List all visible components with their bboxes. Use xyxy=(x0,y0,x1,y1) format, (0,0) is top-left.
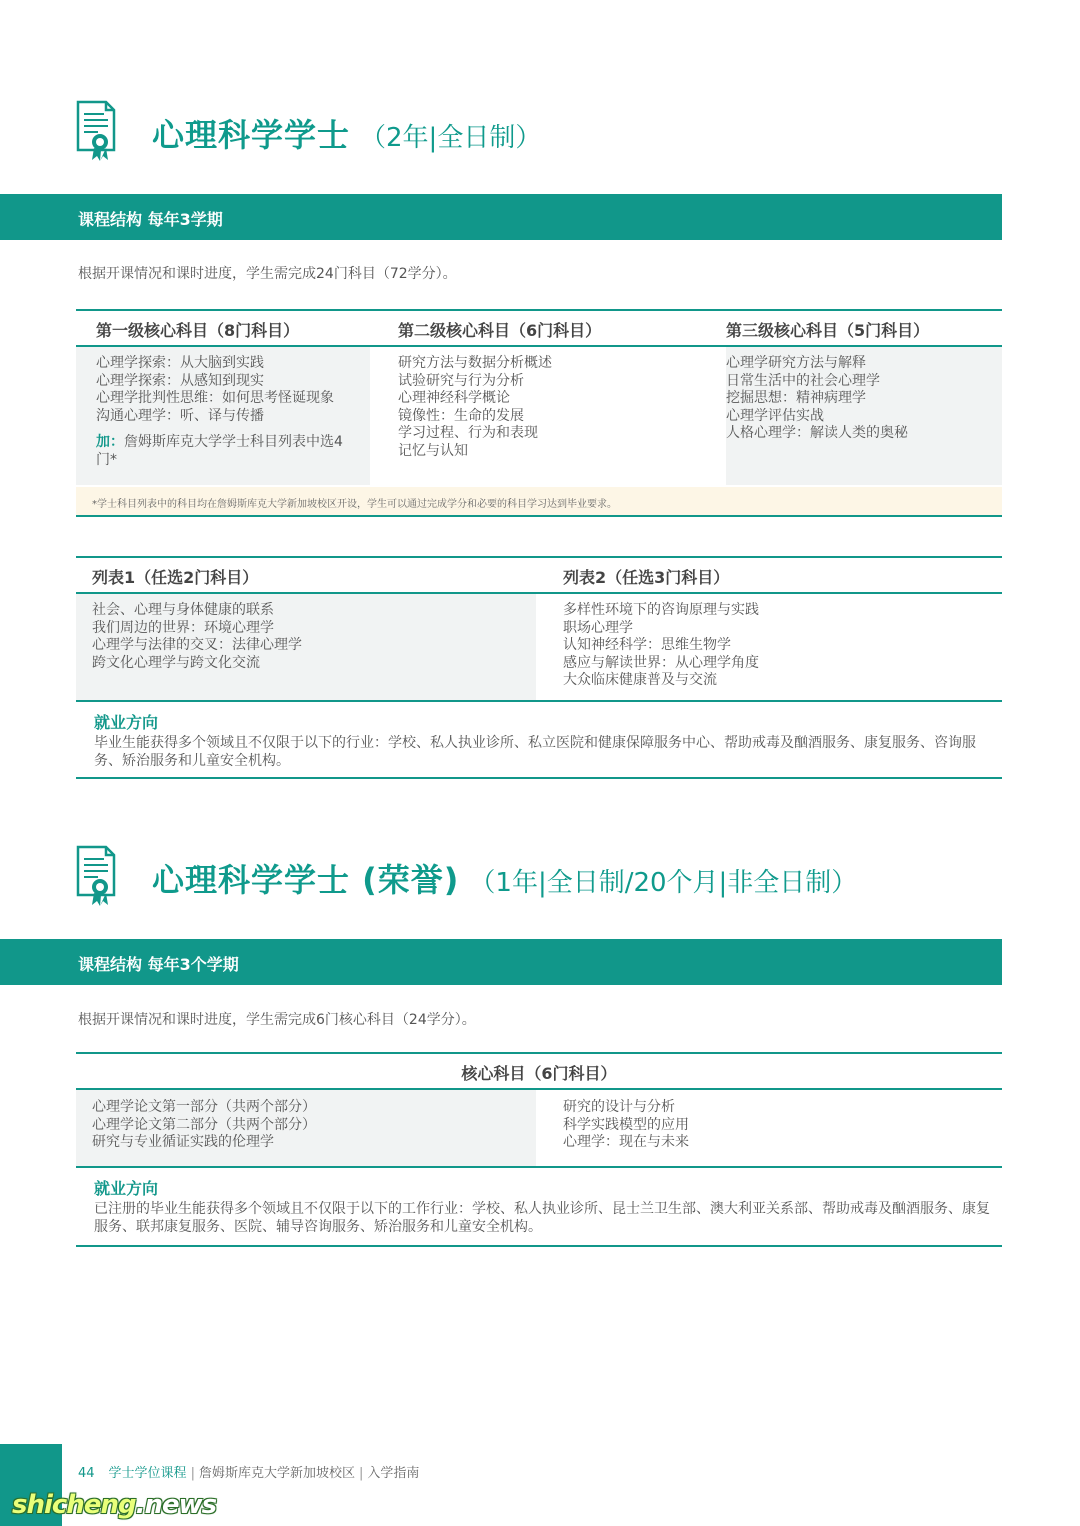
section2-intro: 根据开课情况和课时进度，学生需完成6门核心科目（24学分）。 xyxy=(78,1012,476,1028)
list-item: 我们周边的世界：环境心理学 xyxy=(92,619,274,636)
certificate-icon xyxy=(74,845,118,907)
list-item: 认知神经科学：思维生物学 xyxy=(563,637,731,653)
list-item: 挖掘思想：精神病理学 xyxy=(726,390,866,406)
section1-title-row xyxy=(0,100,1080,170)
table-rule xyxy=(76,1166,1002,1168)
section1-career-text: 毕业生能获得多个领域且不仅限于以下的行业：学校、私人执业诊所、私立医院和健康保障服务中心、帮助戒毒及酗酒服务、康复服务、咨询服务、矫治服务和儿童安全机构。 xyxy=(94,735,976,769)
footer xyxy=(78,1462,419,1481)
table-rule xyxy=(76,309,1002,311)
section2-core-right xyxy=(563,1099,689,1152)
section1-title xyxy=(152,110,541,156)
list-item: 职场心理学 xyxy=(563,619,633,636)
list-item: 大众临床健康普及与交流 xyxy=(563,672,717,688)
table-rule xyxy=(76,777,1002,779)
footer-category: 学士学位课程 xyxy=(108,1466,187,1481)
section2-title-sub: （1年|全日制/20个月|非全日制） xyxy=(469,868,858,898)
list-item: 科学实践模型的应用 xyxy=(563,1116,689,1133)
list-item: 心理学论文第一部分（共两个部分） xyxy=(92,1099,316,1115)
list-item: 心理学论文第二部分（共两个部分） xyxy=(92,1116,316,1133)
list-item: 人格心理学：解读人类的奥秘 xyxy=(726,425,908,441)
plus-label: 加： xyxy=(96,434,124,450)
core-level1-heading: 第一级核心科目（8门科目） xyxy=(96,321,300,340)
section1-lists-table xyxy=(76,556,1002,780)
section1-core-table xyxy=(76,309,1002,517)
footer-separator: | xyxy=(190,1466,195,1481)
table-rule xyxy=(76,515,1002,517)
list-item: 心理神经科学概论 xyxy=(398,390,510,406)
list-item: 日常生活中的社会心理学 xyxy=(726,372,880,389)
section2-career-heading: 就业方向 xyxy=(94,1179,159,1198)
list-item: 心理学：现在与未来 xyxy=(563,1134,689,1150)
section1-career-heading: 就业方向 xyxy=(94,713,159,732)
certificate-icon xyxy=(74,100,118,162)
list-item: 心理学与法律的交叉：法律心理学 xyxy=(92,637,302,653)
watermark-logo xyxy=(12,1490,216,1520)
section1-intro: 根据开课情况和课时进度，学生需完成24门科目（72学分）。 xyxy=(78,266,457,282)
list-item: 多样性环境下的咨询原理与实践 xyxy=(563,602,759,618)
page-number: 44 xyxy=(78,1466,95,1481)
list-item: 心理学探索：从大脑到实践 xyxy=(96,355,264,371)
list-item: 心理学批判性思维：如何思考怪诞现象 xyxy=(96,390,334,406)
list1-items xyxy=(92,602,302,672)
section1-title-sub: （2年|全日制） xyxy=(360,123,542,153)
list1-heading: 列表1（任选2门科目） xyxy=(92,568,259,587)
section2-core-heading: 核心科目（6门科目） xyxy=(461,1064,617,1083)
watermark-part2: .news xyxy=(135,1490,217,1520)
list-item: 研究的设计与分析 xyxy=(563,1099,675,1115)
section2-title-main: 心理科学学士 (荣誉) xyxy=(152,861,460,899)
footer-guide: 入学指南 xyxy=(367,1466,420,1481)
section2-core-table xyxy=(76,1052,1002,1250)
list-item: 心理学评估实战 xyxy=(726,407,824,424)
list-item: 学习过程、行为和表现 xyxy=(398,425,538,441)
list-item: 感应与解读世界：从心理学角度 xyxy=(563,654,759,671)
list-item: 研究与专业循证实践的伦理学 xyxy=(92,1134,274,1150)
section2-title xyxy=(152,855,857,901)
core-level2-list xyxy=(398,355,552,460)
list2-heading: 列表2（任选3门科目） xyxy=(563,568,730,587)
watermark-part1: shicheng xyxy=(12,1490,136,1520)
table-rule xyxy=(76,1245,1002,1247)
list2-items xyxy=(563,602,759,690)
section2-structure-band xyxy=(0,939,1002,985)
section1-footnote xyxy=(76,487,1002,515)
list-item: 记忆与认知 xyxy=(398,442,468,459)
section2-title-row xyxy=(0,845,1080,915)
footer-school: 詹姆斯库克大学新加坡校区 xyxy=(198,1466,355,1481)
core-level3-heading: 第三级核心科目（5门科目） xyxy=(726,321,930,340)
list-item: 研究方法与数据分析概述 xyxy=(398,355,552,371)
list-item: 心理学探索：从感知到现实 xyxy=(96,372,264,389)
section2-core-left xyxy=(92,1099,316,1152)
core-level1-plus xyxy=(96,434,346,469)
footer-separator: | xyxy=(358,1466,364,1481)
footnote-text: *学士科目列表中的科目均在詹姆斯库克大学新加坡校区开设，学生可以通过完成学分和必要的科目学习达到毕业要求。 xyxy=(92,499,617,510)
table-rule xyxy=(76,1052,1002,1054)
list-item: 沟通心理学：听、译与传播 xyxy=(96,407,264,424)
section1-title-main: 心理科学学士 xyxy=(152,116,351,154)
table-rule xyxy=(76,556,1002,558)
section2-band-label: 课程结构 每年3个学期 xyxy=(78,955,239,974)
list-item: 社会、心理与身体健康的联系 xyxy=(92,602,274,618)
section2-career-text: 已注册的毕业生能获得多个领域且不仅限于以下的工作行业：学校、私人执业诊所、昆士兰卫生部、澳大利亚关系部、帮助戒毒及酗酒服务、康复服务、联邦康复服务、医院、辅导咨询服务、矫治服务和儿童安全机构。 xyxy=(94,1201,990,1235)
table-rule xyxy=(76,700,1002,702)
core-level1-list xyxy=(96,355,334,425)
list-item: 跨文化心理学与跨文化交流 xyxy=(92,654,260,671)
list-item: 试验研究与行为分析 xyxy=(398,372,524,389)
core-level2-heading: 第二级核心科目（6门科目） xyxy=(398,321,602,340)
core-level3-list xyxy=(726,355,908,443)
list-item: 镜像性：生命的发展 xyxy=(398,407,524,424)
plus-text: 詹姆斯库克大学学士科目列表中选4门* xyxy=(96,434,343,468)
section1-band-label: 课程结构 每年3学期 xyxy=(78,210,223,229)
list-item: 心理学研究方法与解释 xyxy=(726,355,866,371)
section1-structure-band xyxy=(0,194,1002,240)
